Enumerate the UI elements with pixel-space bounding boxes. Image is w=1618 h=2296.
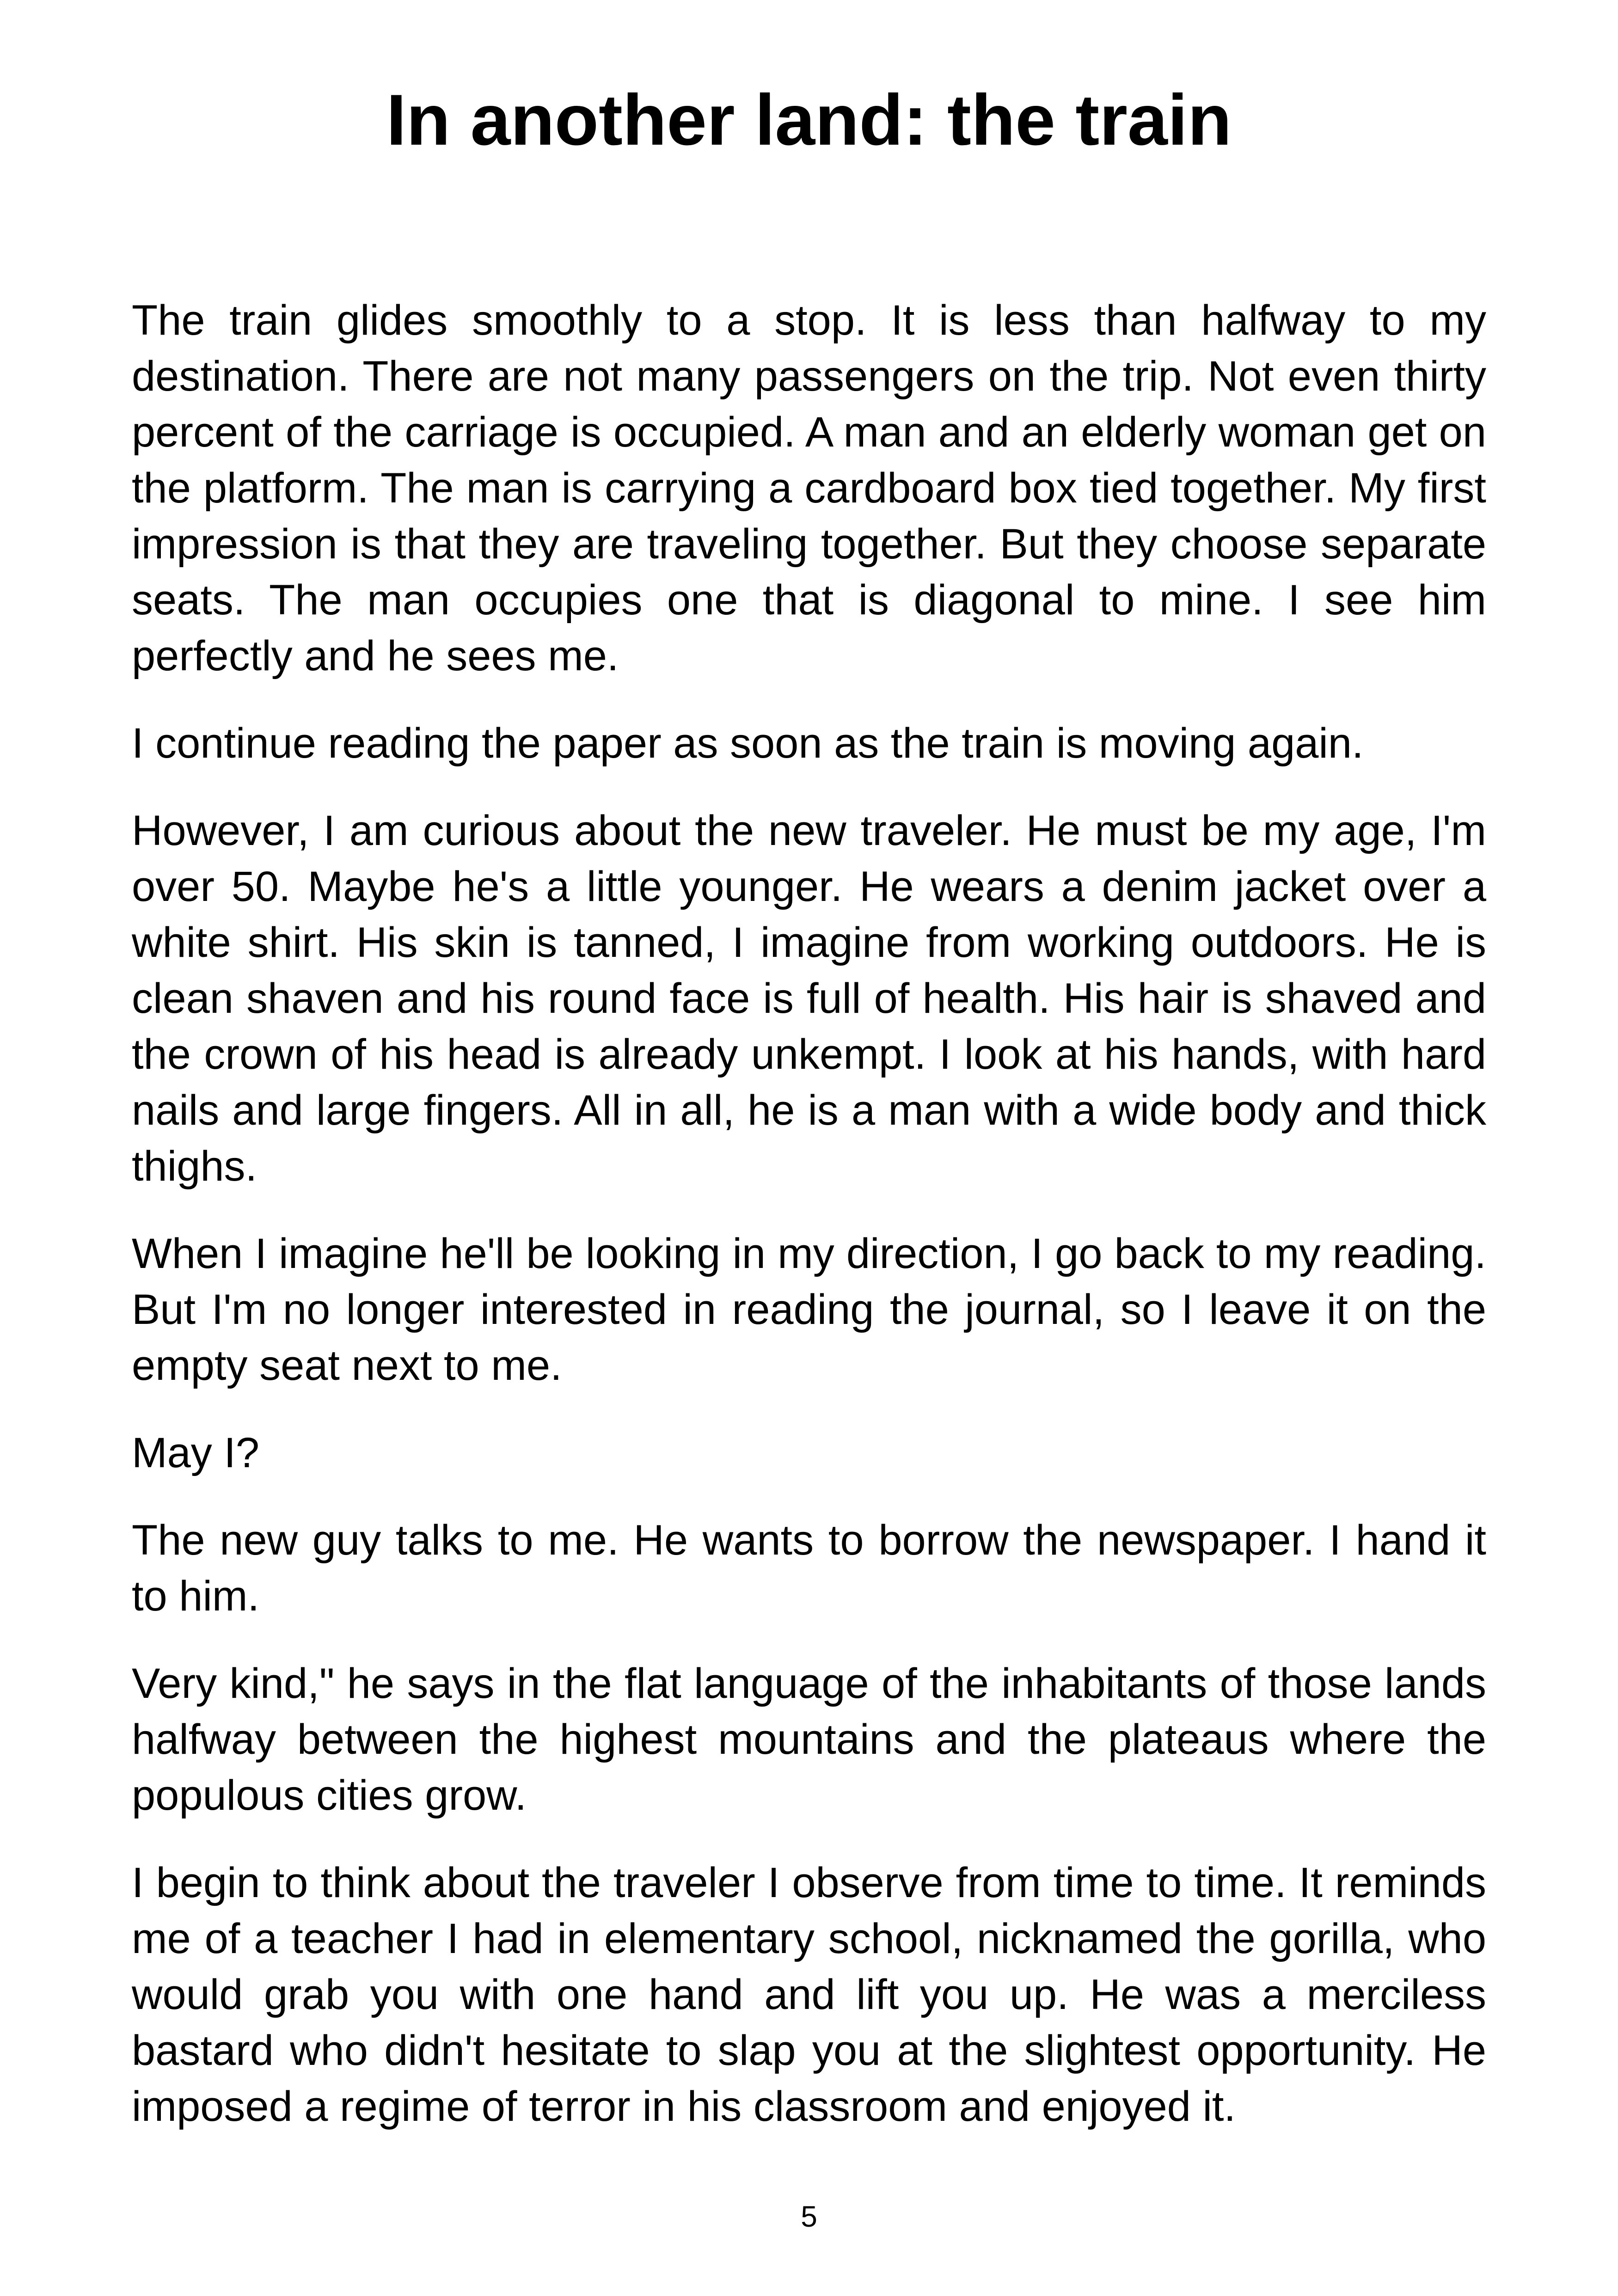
paragraph: Very kind," he says in the flat language of the inhabitants of those lands halfway between the highest mountains and the plateaus where the populous cities grow. <box>132 1660 1486 1819</box>
paragraph: May I? <box>132 1429 260 1476</box>
page-number: 5 <box>801 2200 817 2233</box>
paragraph: The new guy talks to me. He wants to borrow the newspaper. I hand it to him. <box>132 1517 1486 1620</box>
body-text <box>132 293 1486 2166</box>
paragraph: I continue reading the paper as soon as the train is moving again. <box>132 720 1364 767</box>
paragraph: I begin to think about the traveler I observe from time to time. It reminds me of a teacher I had in elementary school, nicknamed the gorilla, who would grab you with one hand and lift you up. He was a merciless bastard who didn't hesitate to slap you at the slightest opportunity. He imposed a regime of terror in his classroom and enjoyed it. <box>132 1859 1486 2130</box>
paragraph: However, I am curious about the new traveler. He must be my age, I'm over 50. Maybe he's a little younger. He wears a denim jacket over a white shirt. His skin is tanned, I imagine from working outdoors. He is clean shaven and his round face is full of health. His hair is shaved and the crown of his head is already unkempt. I look at his hands, with hard nails and large fingers. All in all, he is a man with a wide body and thick thighs. <box>132 807 1486 1190</box>
page-title: In another land: the train <box>386 80 1232 160</box>
paragraph: When I imagine he'll be looking in my direction, I go back to my reading. But I'm no longer interested in reading the journal, so I leave it on the empty seat next to me. <box>132 1230 1486 1389</box>
paragraph: The train glides smoothly to a stop. It is less than halfway to my destination. There are not many passengers on the trip. Not even thirty percent of the carriage is occupied. A man and an elderly woman get on the platform. The man is carrying a cardboard box tied together. My first impression is that they are traveling together. But they choose separate seats. The man occupies one that is diagonal to mine. I see him perfectly and he sees me. <box>132 297 1486 680</box>
